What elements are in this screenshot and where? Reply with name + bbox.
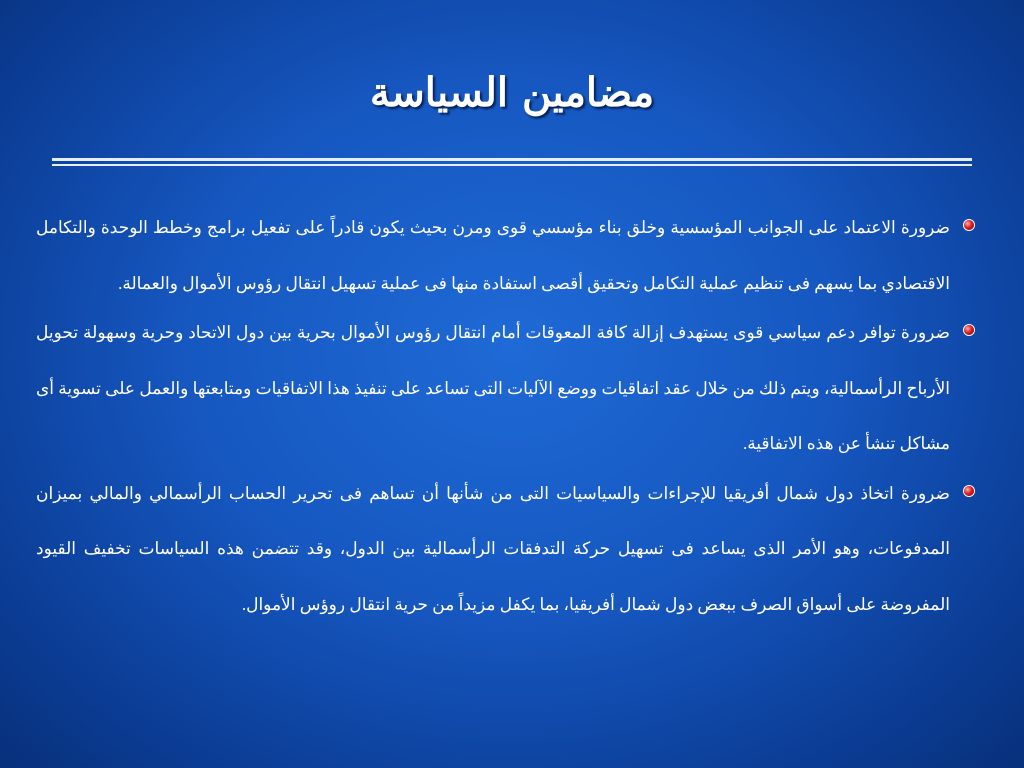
bullet-item-1 xyxy=(36,200,980,311)
bullet-dot-icon xyxy=(964,325,974,335)
bullet-text-2: ضرورة توافر دعم سياسي قوى يستهدف إزالة كافة المعوقات أمام انتقال رؤوس الأموال بحرية بين دول الاتحاد وحرية وسهولة تحويل الأرباح الرأسمالية، ويتم ذلك من خلال عقد اتفاقيات ووضع الآليات التى تساعد على تنفيذ هذا الاتفاقيات ومتابعتها والعمل على تسوية أى مشاكل تنشأ عن هذه الاتفاقية. xyxy=(36,323,950,453)
bullet-text-1: ضرورة الاعتماد على الجوانب المؤسسية وخلق بناء مؤسسي قوى ومرن بحيث يكون قادراً على تفعيل برامج وخطط الوحدة والتكامل الاقتصادي بما يسهم فى تنظيم عملية التكامل وتحقيق أقصى استفادة منها فى عملية تسهيل انتقال رؤوس الأموال والعمالة. xyxy=(36,218,950,293)
title-divider-bottom xyxy=(52,164,972,166)
slide-title: مضامين السياسة xyxy=(369,69,655,116)
bullet-list xyxy=(36,200,980,626)
bullet-dot-icon xyxy=(964,220,974,230)
bullet-dot-icon xyxy=(964,486,974,496)
bullet-item-3 xyxy=(36,466,980,633)
bullet-text-3: ضرورة اتخاذ دول شمال أفريقيا للإجراءات والسياسيات التى من شأنها أن تساهم فى تحرير الحساب الرأسمالي والمالي بميزان المدفوعات، وهو الأمر الذى يساعد فى تسهيل حركة التدفقات الرأسمالية بين الدول، وقد تتضمن هذه السياسات تخفيف القيود المفروضة على أسواق الصرف ببعض دول شمال أفريقيا، بما يكفل مزيداً من حرية انتقال روؤس الأموال. xyxy=(36,483,950,614)
title-divider-top xyxy=(52,158,972,161)
bullet-item-2 xyxy=(36,305,980,472)
